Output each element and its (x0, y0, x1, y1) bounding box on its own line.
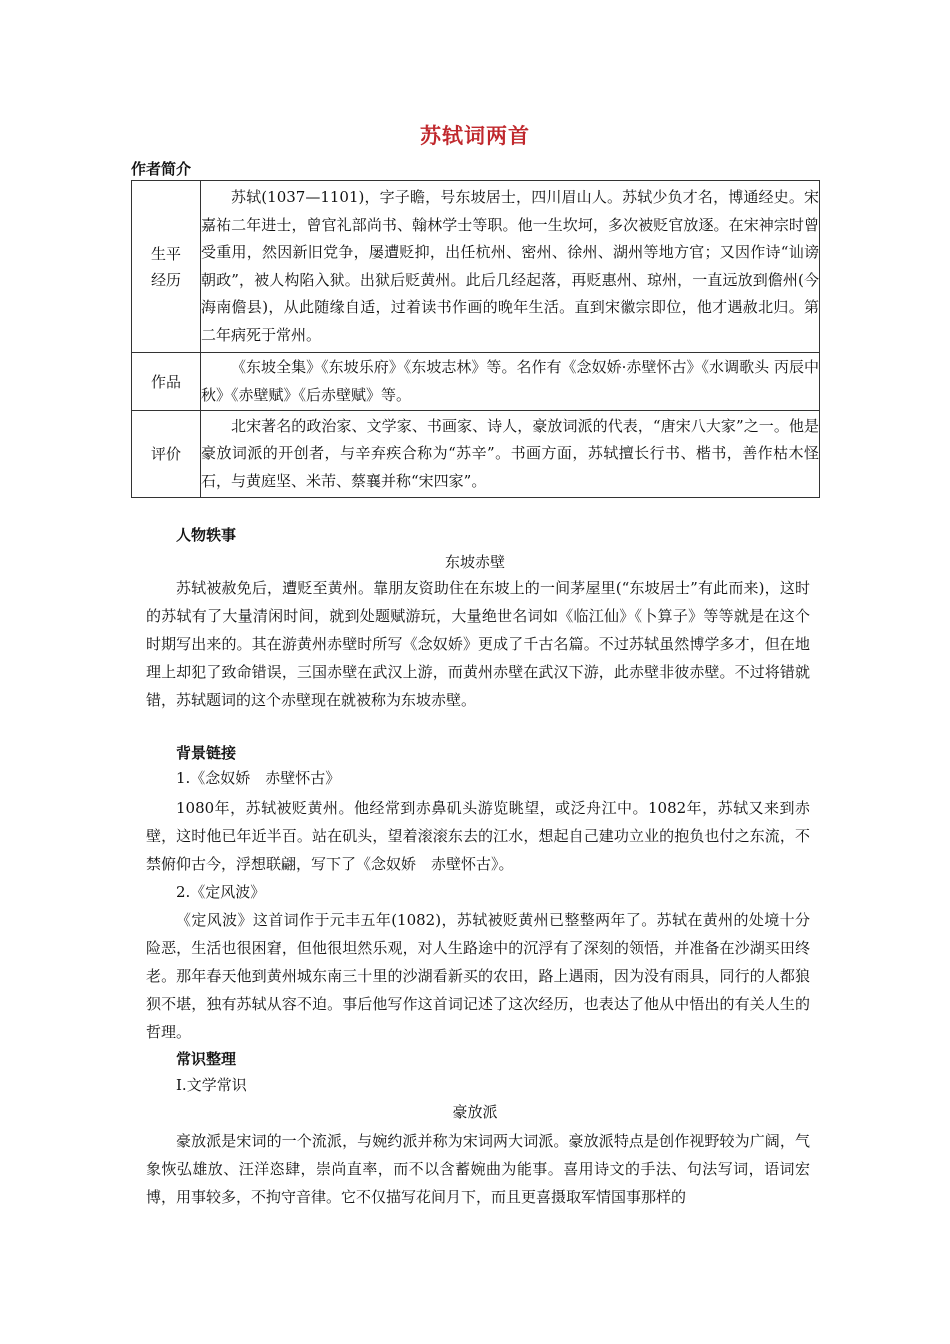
table-row-evaluation (132, 411, 820, 498)
author-intro-table (131, 180, 820, 498)
row-label-life: 生平经历 (132, 181, 201, 353)
row-text-life: 苏轼(1037—1101)，字子瞻，号东坡居士，四川眉山人。苏轼少负才名，博通经史。宋嘉祐二年进士，曾官礼部尚书、翰林学士等职。他一生坎坷，多次被贬官放逐。在宋神宗时曾受重用，然因新旧党争，屡遭贬抑，出任杭州、密州、徐州、湖州等地方官；又因作诗“讪谤朝政”，被人构陷入狱。出狱后贬黄州。此后几经起落，再贬惠州、琼州，一直远放到儋州(今海南儋县)，从此随缘自适，过着读书作画的晚年生活。直到宋徽宗即位，他才遇赦北归。第二年病死于常州。 (201, 181, 820, 353)
page-title: 苏轼词两首 (420, 124, 530, 148)
common-knowledge-subtitle: 豪放派 (452, 1103, 498, 1121)
common-knowledge-paragraph: 豪放派是宋词的一个流派，与婉约派并称为宋词两大词派。豪放派特点是创作视野较为广阔，气象恢弘雄放、汪洋恣肆，崇尚直率，而不以含蓄婉曲为能事。喜用诗文的手法、句法写词，语词宏博，用事较多，不拘守音律。它不仅描写花间月下，而且更喜摄取军情国事那样的 (146, 1132, 810, 1206)
table-row-works (132, 353, 820, 411)
background-item2-paragraph: 《定风波》这首词作于元丰五年(1082)，苏轼被贬黄州已整整两年了。苏轼在黄州的处境十分险恶，生活也很困窘，但他很坦然乐观，对人生路途中的沉浮有了深刻的领悟，并准备在沙湖买田终老。那年春天他到黄州城东南三十里的沙湖看新买的农田，路上遇雨，因为没有雨具，同行的人都狼狈不堪，独有苏轼从容不迫。事后他写作这首词记述了这次经历，也表达了他从中悟出的有关人生的哲理。 (146, 911, 810, 1041)
anecdote-paragraph: 苏轼被赦免后，遭贬至黄州。靠朋友资助住在东坡上的一间茅屋里(“东坡居士”有此而来)，这时的苏轼有了大量清闲时间，就到处题赋游玩，大量绝世名词如《临江仙》《卜算子》等等就是在这个时期写出来的。其在游黄州赤壁时所写《念奴娇》更成了千古名篇。不过苏轼虽然博学多才，但在地理上却犯了致命错误，三国赤壁在武汉上游，而黄州赤壁在武汉下游，此赤壁非彼赤壁。不过将错就错，苏轼题词的这个赤壁现在就被称为东坡赤壁。 (146, 579, 810, 709)
common-knowledge-heading: 常识整理 (176, 1050, 237, 1068)
common-knowledge-sub: Ⅰ.文学常识 (176, 1076, 247, 1094)
background-heading: 背景链接 (176, 744, 237, 762)
row-text-works: 《东坡全集》《东坡乐府》《东坡志林》等。名作有《念奴娇·赤壁怀古》《水调歌头 丙辰中秋》《赤壁赋》《后赤壁赋》等。 (201, 353, 820, 411)
table-row-life (132, 181, 820, 353)
background-item2-title: 2.《定风波》 (176, 883, 266, 901)
author-intro-heading: 作者简介 (131, 160, 192, 178)
row-text-evaluation: 北宋著名的政治家、文学家、书画家、诗人，豪放词派的代表，“唐宋八大家”之一。他是豪放词派的开创者，与辛弃疾合称为“苏辛”。书画方面，苏轼擅长行书、楷书，善作枯木怪石，与黄庭坚、米芾、蔡襄并称“宋四家”。 (201, 411, 820, 498)
row-label-works: 作品 (132, 353, 201, 411)
anecdote-heading: 人物轶事 (176, 526, 237, 544)
anecdote-subtitle: 东坡赤壁 (444, 553, 505, 571)
row-label-evaluation: 评价 (132, 411, 201, 498)
background-item1-title: 1.《念奴娇 赤壁怀古》 (176, 769, 341, 787)
background-item1-paragraph: 1080年，苏轼被贬黄州。他经常到赤鼻矶头游览眺望，或泛舟江中。1082年，苏轼又来到赤壁，这时他已年近半百。站在矶头，望着滚滚东去的江水，想起自己建功立业的抱负也付之东流，不禁俯仰古今，浮想联翩，写下了《念奴娇 赤壁怀古》。 (146, 799, 810, 873)
